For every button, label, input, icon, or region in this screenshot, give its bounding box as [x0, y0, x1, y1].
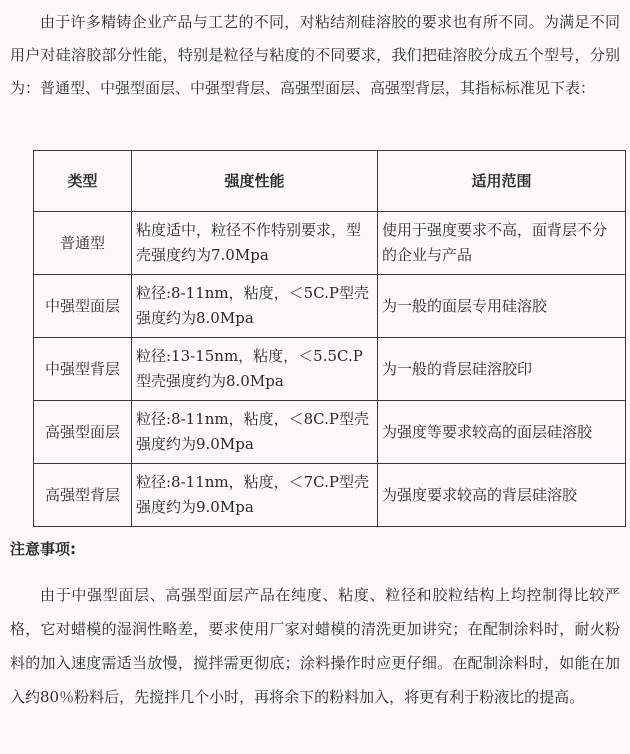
table-row — [34, 464, 626, 527]
table-row — [34, 212, 626, 275]
table-header-row — [34, 151, 626, 212]
header-type: 类型 — [34, 151, 132, 212]
spec-table — [33, 150, 626, 527]
cell-type: 高强型背层 — [34, 464, 132, 527]
cell-type: 中强型面层 — [34, 275, 132, 338]
cell-scope: 为强度要求较高的背层硅溶胶 — [378, 464, 626, 527]
cell-type: 高强型面层 — [34, 401, 132, 464]
header-strength: 强度性能 — [132, 151, 378, 212]
cell-type: 普通型 — [34, 212, 132, 275]
cell-scope: 为一般的面层专用硅溶胶 — [378, 275, 626, 338]
header-scope: 适用范围 — [378, 151, 626, 212]
notes-title: 注意事项: — [10, 540, 76, 558]
cell-scope: 为强度等要求较高的面层硅溶胶 — [378, 401, 626, 464]
cell-strength: 粒径:8-11nm，粘度，＜7C.P型壳强度约为9.0Mpa — [132, 464, 378, 527]
cell-type: 中强型背层 — [34, 338, 132, 401]
table-row — [34, 338, 626, 401]
cell-strength: 粒径:13-15nm，粘度，＜5.5C.P型壳强度约为8.0Mpa — [132, 338, 378, 401]
notes-paragraph: 由于中强型面层、高强型面层产品在纯度、粘度、粒径和胶粒结构上均控制得比较严格，它对蜡模的湿润性略差，要求使用厂家对蜡模的清洗更加讲究；在配制涂料时，耐火粉料的加入速度需适当放慢，搅拌需更彻底；涂料操作时应更仔细。在配制涂料时，如能在加入约80％粉料后，先搅拌几个小时，再将余下的粉料加入，将更有利于粉液比的提高。 — [10, 586, 620, 706]
table-row — [34, 401, 626, 464]
cell-strength: 粒径:8-11nm，粘度，＜8C.P型壳强度约为9.0Mpa — [132, 401, 378, 464]
table-row — [34, 275, 626, 338]
cell-scope: 使用于强度要求不高，面背层不分的企业与产品 — [378, 212, 626, 275]
cell-strength: 粒径:8-11nm，粘度，＜5C.P型壳强度约为8.0Mpa — [132, 275, 378, 338]
intro-paragraph: 由于许多精铸企业产品与工艺的不同，对粘结剂硅溶胶的要求也有所不同。为满足不同用户对硅溶胶部分性能，特别是粒径与粘度的不同要求，我们把硅溶胶分成五个型号，分别为：普通型、中强型面层、中强型背层、高强型面层、高强型背层，其指标标准见下表： — [10, 13, 620, 97]
cell-scope: 为一般的背层硅溶胶印 — [378, 338, 626, 401]
cell-strength: 粘度适中，粒径不作特别要求，型壳强度约为7.0Mpa — [132, 212, 378, 275]
